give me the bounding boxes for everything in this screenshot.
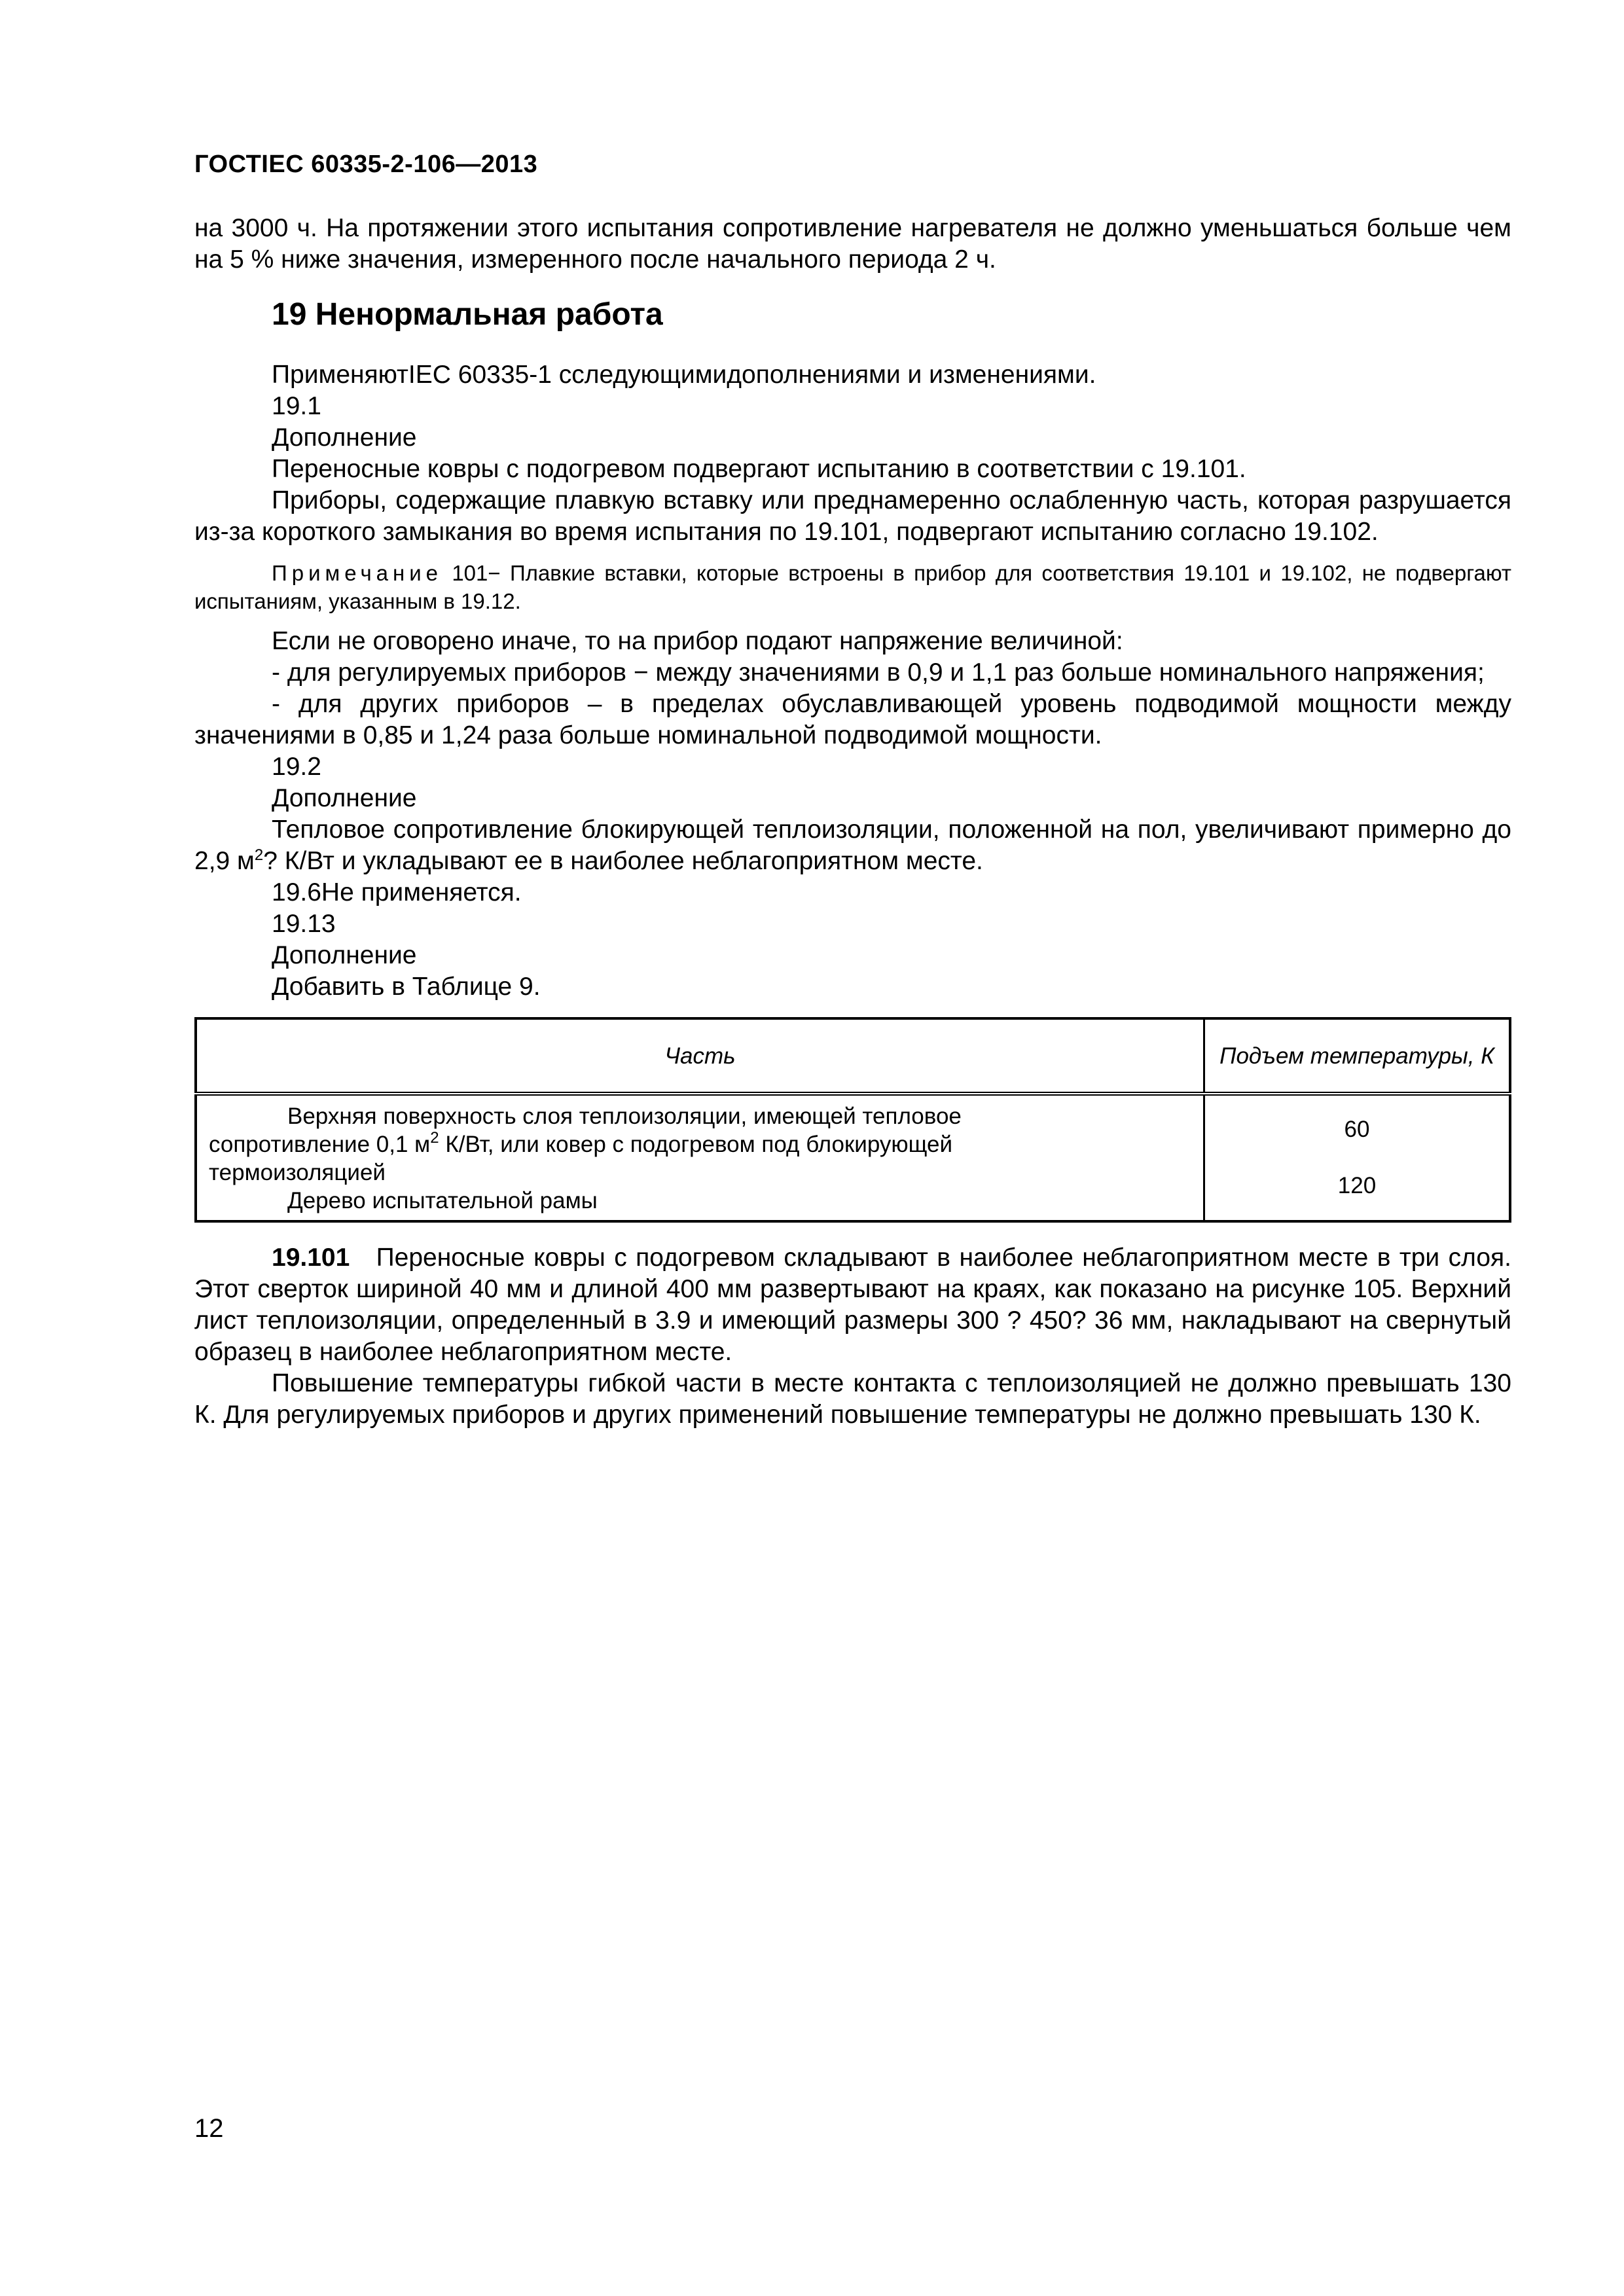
- voltage-item-1: - для регулируемых приборов − между значениями в 0,9 и 1,1 раз больше номинального напряжения;: [272, 658, 1485, 687]
- apply-line: ПрименяютIEC 60335-1 сследующимидополнениями и изменениями.: [272, 361, 1096, 389]
- table-header-temp-rise: Подъем температуры, К: [1204, 1018, 1511, 1094]
- page-number: 12: [194, 2114, 224, 2143]
- section-title: 19 Ненормальная работа: [272, 297, 663, 332]
- voltage-intro: Если не оговорено иначе, то на прибор подают напряжение величиной:: [272, 627, 1123, 655]
- clause-19-101-text-1: Переносные ковры с подогревом складывают в наиболее неблагоприятном месте в три слоя. Этот сверток шириной 40 мм и длиной 400 мм развертывают на краях, как показано на рисунке 105. Верхний лист теплоизоляции, определенный в 3.9 и имеющий размеры 300 ? 450? 36 мм, накладывают на свернутый образец в наиболее неблагоприятном месте.: [194, 1244, 1511, 1366]
- intro-paragraph: на 3000 ч. На протяжении этого испытания сопротивление нагревателя не должно уменьшаться больше чем на 5 % ниже значения, измеренного после начального периода 2 ч.: [194, 214, 1511, 274]
- note-label: Примечание: [272, 561, 443, 585]
- clause-19-1-text-2: Приборы, содержащие плавкую вставку или преднамеренно ослабленную часть, которая разрушается из-за короткого замыкания во время испытания по 19.101, подвергают испытанию согласно 19.102.: [194, 486, 1511, 546]
- clause-19-2-text-b: ? К/Вт и укладывают ее в наиболее неблагоприятном месте.: [263, 847, 983, 875]
- note-101: [194, 559, 1511, 615]
- voltage-item-2: - для других приборов – в пределах обуславливающей уровень подводимой мощности между значениями в 0,85 и 1,24 раза больше номинальной подводимой мощности.: [194, 690, 1511, 749]
- clause-19-13-number: 19.13: [272, 910, 336, 938]
- clause-19-2-label: Дополнение: [272, 784, 417, 812]
- table-row: [196, 1094, 1510, 1221]
- table-9-addition: [194, 1017, 1511, 1223]
- clause-19-1-label: Дополнение: [272, 423, 417, 452]
- note-text: 101− Плавкие вставки, которые встроены в прибор для соответствия 19.101 и 19.102, не подвергают испытаниям, указанным в 19.12.: [194, 561, 1511, 613]
- part-line-2-a: сопротивление 0,1 м: [209, 1132, 431, 1157]
- clause-19-101-number: 19.101: [272, 1244, 350, 1272]
- part-line-2: [209, 1129, 953, 1157]
- clause-19-2-sup: 2: [254, 846, 264, 864]
- part-line-2-sup: 2: [430, 1129, 439, 1147]
- part-line-3: термоизоляцией: [209, 1160, 386, 1185]
- clause-19-6: 19.6Не применяется.: [272, 878, 522, 906]
- part-line-1: Верхняя поверхность слоя теплоизоляции, имеющей тепловое: [287, 1103, 962, 1129]
- clause-19-13-add: Добавить в Таблице 9.: [272, 973, 541, 1001]
- document-code-header: ГОСТIEC 60335-2-106—2013: [194, 151, 538, 178]
- table-cell-values: [1204, 1094, 1511, 1221]
- clause-19-1-text-1: Переносные ковры с подогревом подвергают испытанию в соответствии с 19.101.: [272, 455, 1246, 483]
- part-line-2-c: К/Вт, или ковер с подогревом под блокирующей: [439, 1132, 953, 1157]
- clause-19-13-label: Дополнение: [272, 941, 417, 969]
- clause-19-2-text-a: Тепловое сопротивление блокирующей теплоизоляции, положенной на пол, увеличивают примерно до 2,9 м: [194, 816, 1511, 875]
- part-line-4: Дерево испытательной рамы: [287, 1188, 598, 1213]
- clause-19-1-number: 19.1: [272, 392, 321, 420]
- value-120: 120: [1337, 1173, 1377, 1198]
- table-header-part: Часть: [196, 1018, 1204, 1094]
- clause-19-2-number: 19.2: [272, 753, 321, 781]
- page-content: [194, 213, 1511, 1431]
- table-cell-part: [196, 1094, 1204, 1221]
- table-header-row: [196, 1018, 1510, 1094]
- value-60: 60: [1344, 1117, 1370, 1142]
- clause-19-101-text-2: Повышение температуры гибкой части в месте контакта с теплоизоляцией не должно превышать 130 К. Для регулируемых приборов и других применений повышение температуры не должно превышать 130 К.: [194, 1369, 1511, 1429]
- clause-19-2-text: [194, 814, 1511, 877]
- clause-19-101: [194, 1242, 1511, 1368]
